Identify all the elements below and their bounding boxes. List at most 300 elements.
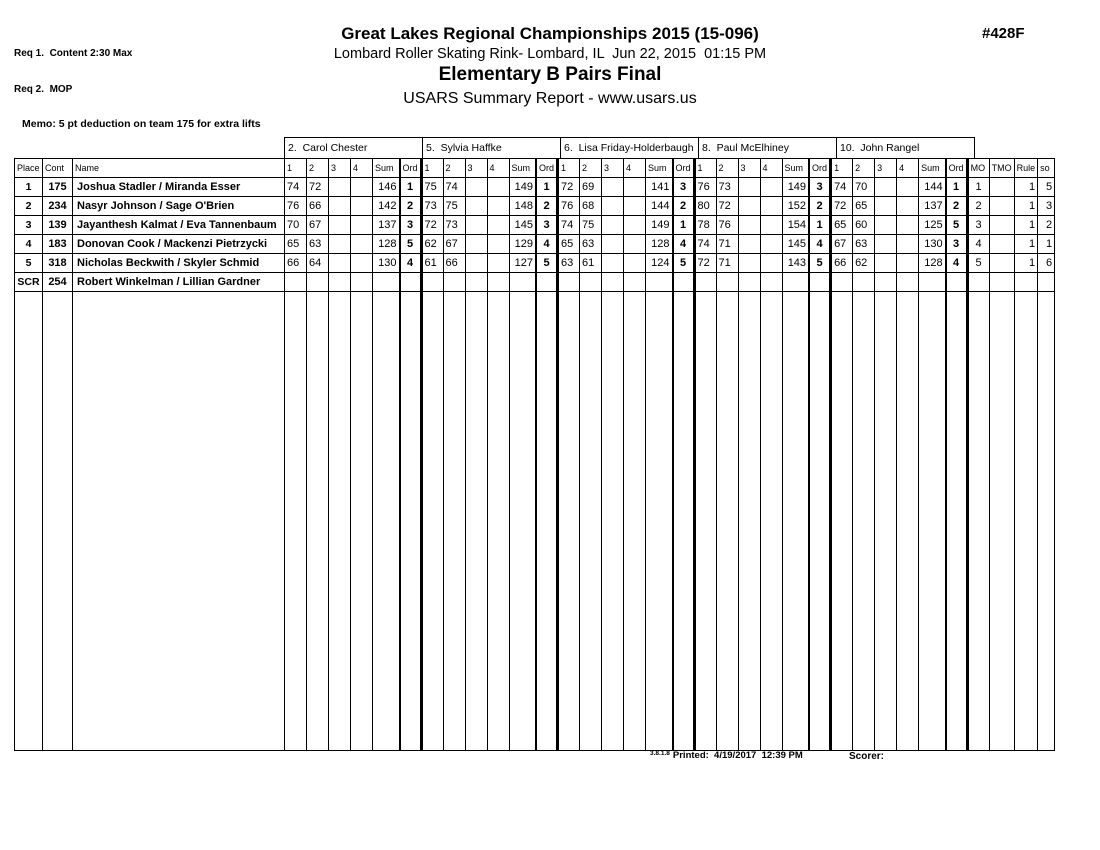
cell-score: [875, 178, 897, 197]
cell-score: 73: [421, 197, 443, 216]
empty-cell: [673, 292, 695, 751]
col-header-score: 3: [738, 159, 760, 178]
cell-cont: 318: [43, 254, 73, 273]
cell-cont: 183: [43, 235, 73, 254]
cell-ordinal: 3: [673, 178, 695, 197]
empty-cell: [897, 292, 919, 751]
cell-score: 66: [307, 197, 329, 216]
cell-name: Donovan Cook / Mackenzi Pietrzycki: [73, 235, 285, 254]
printed-label: Printed: 4/19/2017 12:39 PM: [672, 750, 803, 761]
cell-score: 65: [831, 216, 853, 235]
cell-score: 62: [853, 254, 875, 273]
cell-tmo: [989, 235, 1014, 254]
empty-cell: [716, 292, 738, 751]
cell-score: [875, 216, 897, 235]
col-header-sum: Sum: [509, 159, 536, 178]
cell-ordinal: 3: [400, 216, 422, 235]
cell-ordinal: 1: [809, 216, 831, 235]
cell-score: [487, 235, 509, 254]
cell-sum: 130: [373, 254, 400, 273]
cell-ordinal: [400, 273, 422, 292]
cell-sum: 148: [509, 197, 536, 216]
cell-score: [351, 273, 373, 292]
empty-cell: [373, 292, 400, 751]
score-table-head-row: [15, 159, 1055, 178]
cell-score: [487, 178, 509, 197]
cell-sum: 145: [509, 216, 536, 235]
cell-score: [602, 197, 624, 216]
cell-score: [443, 273, 465, 292]
cell-score: 65: [558, 235, 580, 254]
cell-sum: 127: [509, 254, 536, 273]
empty-cell: [624, 292, 646, 751]
cell-score: [602, 216, 624, 235]
cell-sum: [782, 273, 809, 292]
cell-name: Jayanthesh Kalmat / Eva Tannenbaum: [73, 216, 285, 235]
cell-score: 70: [853, 178, 875, 197]
cell-score: [694, 273, 716, 292]
cell-score: 63: [580, 235, 602, 254]
scorer-label: Scorer:: [849, 751, 885, 762]
cell-ordinal: 2: [400, 197, 422, 216]
cell-sum: 141: [646, 178, 673, 197]
col-header-ord: Ord: [536, 159, 558, 178]
cell-score: [875, 273, 897, 292]
cell-ordinal: 4: [536, 235, 558, 254]
cell-sum: 128: [919, 254, 946, 273]
cell-score: [760, 235, 782, 254]
judge-header-5: 10. John Rangel: [836, 137, 975, 158]
cell-sum: 149: [782, 178, 809, 197]
col-header-score: 1: [285, 159, 307, 178]
cell-sum: 142: [373, 197, 400, 216]
cell-score: 66: [285, 254, 307, 273]
cell-name: Robert Winkelman / Lillian Gardner: [73, 273, 285, 292]
cell-score: 75: [580, 216, 602, 235]
cell-score: 71: [716, 254, 738, 273]
cell-tmo: [989, 197, 1014, 216]
cell-score: [624, 235, 646, 254]
cell-score: 67: [831, 235, 853, 254]
cell-cont: 139: [43, 216, 73, 235]
cell-score: 67: [443, 235, 465, 254]
cell-so: 5: [1038, 178, 1055, 197]
empty-cell: [487, 292, 509, 751]
cell-score: [760, 178, 782, 197]
cell-sum: 128: [646, 235, 673, 254]
cell-ordinal: 4: [400, 254, 422, 273]
cell-place: SCR: [15, 273, 43, 292]
empty-cell: [694, 292, 716, 751]
cell-so: 6: [1038, 254, 1055, 273]
cell-score: [558, 273, 580, 292]
empty-cell: [602, 292, 624, 751]
cell-score: [465, 216, 487, 235]
cell-ordinal: 2: [536, 197, 558, 216]
cell-sum: 144: [646, 197, 673, 216]
cell-sum: 128: [373, 235, 400, 254]
cell-score: 72: [307, 178, 329, 197]
cell-ordinal: 3: [946, 235, 968, 254]
col-header-score: 1: [421, 159, 443, 178]
empty-cell: [329, 292, 351, 751]
cell-sum: 137: [919, 197, 946, 216]
cell-score: 80: [694, 197, 716, 216]
empty-cell: [351, 292, 373, 751]
cell-ordinal: 1: [400, 178, 422, 197]
cell-sum: 144: [919, 178, 946, 197]
cell-score: [329, 197, 351, 216]
cell-ordinal: 2: [809, 197, 831, 216]
col-header-score: 3: [875, 159, 897, 178]
empty-cell: [73, 292, 285, 751]
empty-cell: [509, 292, 536, 751]
cell-score: 72: [694, 254, 716, 273]
cell-tmo: [989, 216, 1014, 235]
cell-score: [602, 235, 624, 254]
cell-place: 2: [15, 197, 43, 216]
cell-score: 65: [853, 197, 875, 216]
col-header-tmo: TMO: [989, 159, 1014, 178]
cell-score: [421, 273, 443, 292]
cell-ordinal: 4: [946, 254, 968, 273]
empty-cell: [421, 292, 443, 751]
col-header-score: 2: [853, 159, 875, 178]
cell-score: 64: [307, 254, 329, 273]
col-header-score: 1: [831, 159, 853, 178]
cell-score: [738, 216, 760, 235]
cell-ordinal: [809, 273, 831, 292]
cell-ordinal: 5: [946, 216, 968, 235]
cell-rule: 1: [1014, 197, 1038, 216]
cell-mo: [967, 273, 989, 292]
cell-score: [329, 216, 351, 235]
cell-mo: 1: [967, 178, 989, 197]
col-header-score: 3: [602, 159, 624, 178]
cell-name: Nicholas Beckwith / Skyler Schmid: [73, 254, 285, 273]
cell-score: [580, 273, 602, 292]
col-header-score: 2: [443, 159, 465, 178]
cell-ordinal: 5: [400, 235, 422, 254]
cell-place: 3: [15, 216, 43, 235]
cell-sum: 125: [919, 216, 946, 235]
cell-mo: 3: [967, 216, 989, 235]
cell-sum: [646, 273, 673, 292]
col-header-score: 4: [897, 159, 919, 178]
cell-sum: 145: [782, 235, 809, 254]
memo-line: Memo: 5 pt deduction on team 175 for extra lifts: [22, 118, 261, 130]
cell-name: Joshua Stadler / Miranda Esser: [73, 178, 285, 197]
empty-cell: [853, 292, 875, 751]
cell-score: [329, 178, 351, 197]
cell-score: [738, 178, 760, 197]
empty-cell: [809, 292, 831, 751]
empty-cell: [738, 292, 760, 751]
cell-score: 75: [421, 178, 443, 197]
event-title: Elementary B Pairs Final: [438, 64, 662, 85]
cell-sum: 137: [373, 216, 400, 235]
cell-score: 69: [580, 178, 602, 197]
score-table: [14, 158, 1055, 751]
results-table-area: [14, 137, 1059, 751]
cell-place: 1: [15, 178, 43, 197]
cell-ordinal: 1: [673, 216, 695, 235]
col-header-score: 1: [694, 159, 716, 178]
cell-so: 2: [1038, 216, 1055, 235]
cell-score: [760, 254, 782, 273]
col-header-sum: Sum: [919, 159, 946, 178]
cell-score: 66: [831, 254, 853, 273]
cell-ordinal: [673, 273, 695, 292]
score-table-body: [15, 178, 1055, 751]
cell-cont: 254: [43, 273, 73, 292]
col-header-mo: MO: [967, 159, 989, 178]
cell-score: 73: [716, 178, 738, 197]
cell-score: [624, 216, 646, 235]
cell-score: 74: [558, 216, 580, 235]
empty-cell: [15, 292, 43, 751]
cell-score: 72: [716, 197, 738, 216]
col-header-ord: Ord: [946, 159, 968, 178]
cell-rule: 1: [1014, 178, 1038, 197]
cell-score: [465, 254, 487, 273]
cell-place: 5: [15, 254, 43, 273]
empty-rows-area: [15, 292, 1055, 751]
cell-score: [875, 254, 897, 273]
cell-score: 66: [443, 254, 465, 273]
cell-score: 62: [421, 235, 443, 254]
col-header-score: 3: [465, 159, 487, 178]
empty-cell: [443, 292, 465, 751]
cell-score: [875, 197, 897, 216]
cell-score: [624, 254, 646, 273]
page-title: Great Lakes Regional Championships 2015 (15-096): [341, 24, 759, 43]
col-header-name: Name: [73, 159, 285, 178]
cell-score: 73: [443, 216, 465, 235]
judge-header-4: 8. Paul McElhiney: [698, 137, 837, 158]
col-header-score: 4: [624, 159, 646, 178]
cell-score: 72: [831, 197, 853, 216]
cell-sum: 149: [509, 178, 536, 197]
cell-score: [351, 197, 373, 216]
cell-cont: 234: [43, 197, 73, 216]
cell-score: [738, 197, 760, 216]
cell-tmo: [989, 273, 1014, 292]
cell-score: [602, 254, 624, 273]
judge-header-1: 2. Carol Chester: [284, 137, 423, 158]
table-row: [15, 254, 1055, 273]
cell-sum: 129: [509, 235, 536, 254]
cell-score: 74: [443, 178, 465, 197]
cell-score: [624, 197, 646, 216]
cell-ordinal: 1: [946, 178, 968, 197]
col-header-ord: Ord: [809, 159, 831, 178]
cell-so: 3: [1038, 197, 1055, 216]
cell-ordinal: 5: [809, 254, 831, 273]
col-header-place: Place: [15, 159, 43, 178]
cell-rule: 1: [1014, 254, 1038, 273]
cell-sum: [919, 273, 946, 292]
col-header-sum: Sum: [373, 159, 400, 178]
empty-cell: [285, 292, 307, 751]
cell-score: [465, 197, 487, 216]
cell-sum: [373, 273, 400, 292]
cell-ordinal: 2: [946, 197, 968, 216]
cell-name: Nasyr Johnson / Sage O'Brien: [73, 197, 285, 216]
cell-ordinal: 3: [536, 216, 558, 235]
printed-line: [650, 750, 803, 761]
table-row: [15, 235, 1055, 254]
cell-score: 63: [307, 235, 329, 254]
cell-sum: 152: [782, 197, 809, 216]
cell-score: [624, 178, 646, 197]
empty-cell: [989, 292, 1014, 751]
col-header-so: so: [1038, 159, 1055, 178]
cell-score: [602, 178, 624, 197]
col-header-rule: Rule: [1014, 159, 1038, 178]
col-header-sum: Sum: [646, 159, 673, 178]
judge-header-3: 6. Lisa Friday-Holderbaugh: [560, 137, 699, 158]
cell-score: [351, 178, 373, 197]
empty-cell: [1014, 292, 1038, 751]
col-header-sum: Sum: [782, 159, 809, 178]
cell-score: 60: [853, 216, 875, 235]
cell-sum: 149: [646, 216, 673, 235]
cell-sum: 130: [919, 235, 946, 254]
col-header-score: 2: [716, 159, 738, 178]
cell-score: 70: [285, 216, 307, 235]
cell-score: [853, 273, 875, 292]
cell-score: [351, 216, 373, 235]
cell-score: [897, 235, 919, 254]
cell-mo: 2: [967, 197, 989, 216]
cell-score: 68: [580, 197, 602, 216]
cell-score: [716, 273, 738, 292]
empty-cell: [43, 292, 73, 751]
cell-score: 76: [716, 216, 738, 235]
cell-score: 71: [716, 235, 738, 254]
cell-score: [831, 273, 853, 292]
cell-score: 63: [558, 254, 580, 273]
cell-score: [897, 273, 919, 292]
cell-tmo: [989, 178, 1014, 197]
cell-ordinal: 2: [673, 197, 695, 216]
table-row: [15, 216, 1055, 235]
cell-ordinal: 3: [809, 178, 831, 197]
cell-score: 76: [694, 178, 716, 197]
cell-rule: [1014, 273, 1038, 292]
cell-so: [1038, 273, 1055, 292]
cell-score: [487, 254, 509, 273]
cell-score: [329, 254, 351, 273]
cell-score: [465, 178, 487, 197]
cell-score: [329, 235, 351, 254]
cell-score: [897, 197, 919, 216]
judge-header-2: 5. Sylvia Haffke: [422, 137, 561, 158]
empty-cell: [919, 292, 946, 751]
cell-cont: 175: [43, 178, 73, 197]
col-header-score: 4: [351, 159, 373, 178]
req-line-2: Req 2. MOP: [14, 84, 73, 95]
cell-score: [465, 235, 487, 254]
cell-ordinal: 4: [673, 235, 695, 254]
cell-score: 74: [285, 178, 307, 197]
cell-score: 74: [694, 235, 716, 254]
empty-cell: [760, 292, 782, 751]
cell-score: [602, 273, 624, 292]
cell-ordinal: [946, 273, 968, 292]
software-version: 3.8.1.8: [650, 750, 670, 757]
judge-row-left-spacer: [14, 137, 284, 158]
empty-cell: [580, 292, 602, 751]
cell-score: 67: [307, 216, 329, 235]
cell-score: 76: [558, 197, 580, 216]
cell-score: [487, 273, 509, 292]
col-header-score: 2: [580, 159, 602, 178]
cell-ordinal: 4: [809, 235, 831, 254]
cell-sum: 146: [373, 178, 400, 197]
cell-score: 78: [694, 216, 716, 235]
cell-sum: [509, 273, 536, 292]
empty-cell: [831, 292, 853, 751]
cell-score: 76: [285, 197, 307, 216]
cell-so: 1: [1038, 235, 1055, 254]
col-header-cont: Cont: [43, 159, 73, 178]
cell-score: [487, 216, 509, 235]
col-header-ord: Ord: [400, 159, 422, 178]
cell-score: 63: [853, 235, 875, 254]
table-row: [15, 273, 1055, 292]
empty-cell: [536, 292, 558, 751]
cell-score: [897, 216, 919, 235]
table-row: [15, 178, 1055, 197]
col-header-score: 4: [760, 159, 782, 178]
cell-score: [624, 273, 646, 292]
empty-cell: [646, 292, 673, 751]
judge-row-right-spacer: [975, 137, 1059, 158]
empty-cell: [782, 292, 809, 751]
cell-score: 65: [285, 235, 307, 254]
cell-score: [738, 254, 760, 273]
req-line-1: Req 1. Content 2:30 Max: [14, 48, 133, 59]
col-header-score: 4: [487, 159, 509, 178]
cell-sum: 124: [646, 254, 673, 273]
cell-score: [465, 273, 487, 292]
cell-score: 61: [421, 254, 443, 273]
empty-cell: [875, 292, 897, 751]
cell-score: [760, 273, 782, 292]
empty-cell: [967, 292, 989, 751]
col-header-score: 3: [329, 159, 351, 178]
cell-mo: 4: [967, 235, 989, 254]
cell-score: 72: [421, 216, 443, 235]
cell-score: 61: [580, 254, 602, 273]
cell-rule: 1: [1014, 216, 1038, 235]
cell-rule: 1: [1014, 235, 1038, 254]
empty-cell: [946, 292, 968, 751]
col-header-score: 1: [558, 159, 580, 178]
cell-mo: 5: [967, 254, 989, 273]
cell-score: [897, 254, 919, 273]
cell-score: [487, 197, 509, 216]
venue-date-line: Lombard Roller Skating Rink- Lombard, IL Jun 22, 2015 01:15 PM: [333, 46, 767, 62]
cell-score: [307, 273, 329, 292]
cell-score: [285, 273, 307, 292]
cell-score: [760, 197, 782, 216]
cell-sum: 154: [782, 216, 809, 235]
cell-score: 74: [831, 178, 853, 197]
cell-place: 4: [15, 235, 43, 254]
